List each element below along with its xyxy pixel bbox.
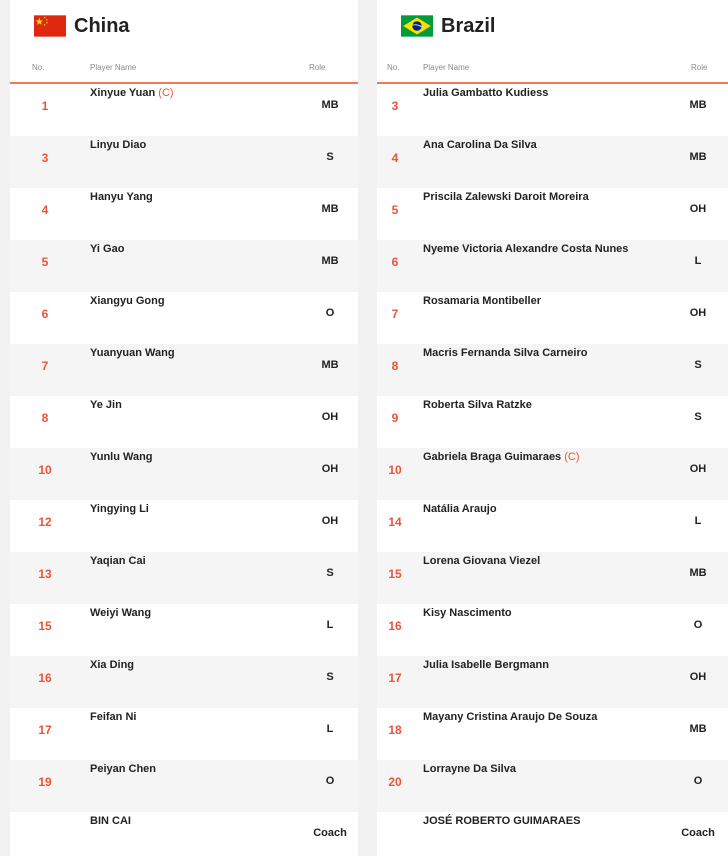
player-name [90,243,124,255]
captain-badge: (C) [158,87,174,99]
player-name-text: Ana Carolina Da Silva [423,139,537,151]
player-number: 15 [388,567,402,581]
roster-list [10,84,358,856]
player-number: 7 [41,359,49,373]
column-header-no: No. [387,62,400,72]
player-row [377,292,728,344]
player-row [10,292,358,344]
player-number: 19 [38,775,52,789]
player-role: OH [689,307,707,319]
player-role: S [694,359,702,371]
player-name [90,607,151,619]
player-name-text: Lorena Giovana Viezel [423,555,541,567]
team-name: Brazil [441,14,496,37]
player-role: L [694,515,702,527]
player-row [10,656,358,708]
player-row [10,708,358,760]
player-row [377,396,728,448]
player-name-text: Julia Isabelle Bergmann [423,659,549,671]
player-number: 8 [391,359,399,373]
player-row [377,708,728,760]
player-row [377,344,728,396]
coach-row [10,812,358,856]
player-number: 9 [391,411,399,425]
player-row [10,84,358,136]
player-number: 10 [388,463,402,477]
player-name [423,191,589,203]
player-number: 5 [41,255,49,269]
player-number: 1 [41,99,49,113]
column-header-name: Player Name [90,62,137,72]
player-role: L [326,723,334,735]
player-number: 3 [391,99,399,113]
player-name-text: Macris Fernanda Silva Carneiro [423,347,588,359]
player-name [423,139,537,151]
player-role: OH [321,411,339,423]
player-role: S [326,671,334,683]
player-name-text: Ye Jin [90,399,122,411]
player-name [423,607,512,619]
player-name [423,243,628,255]
player-name [90,139,146,151]
player-name-text: Linyu Diao [90,139,147,151]
player-name-text: Lorrayne Da Silva [423,763,516,775]
player-name [423,815,581,827]
player-name-text: Mayany Cristina Araujo De Souza [423,711,598,723]
player-role: MB [689,99,707,111]
player-row [377,500,728,552]
player-name-text: Gabriela Braga Guimaraes [423,451,562,463]
player-row [377,656,728,708]
player-row [10,240,358,292]
player-name-text: Nyeme Victoria Alexandre Costa Nunes [423,243,629,255]
player-name-text: Roberta Silva Ratzke [423,399,532,411]
column-header-role: Role [309,62,326,72]
player-row [10,136,358,188]
player-role: S [326,151,334,163]
player-role: MB [321,255,339,267]
column-header-name: Player Name [423,62,470,72]
player-role: S [694,411,702,423]
player-name-text: Xiangyu Gong [90,295,165,307]
player-name [423,87,548,99]
player-role: L [694,255,702,267]
player-name [90,555,146,567]
player-number: 3 [41,151,49,165]
player-name-text: Natália Araujo [423,503,497,515]
player-row [377,448,728,500]
player-role: OH [321,515,339,527]
player-number: 6 [41,307,49,321]
player-role: OH [321,463,339,475]
player-name [423,711,597,723]
player-number: 10 [38,463,52,477]
player-row [377,188,728,240]
player-name-text: Yuanyuan Wang [90,347,175,359]
player-name-text: Peiyan Chen [90,763,157,775]
player-row [377,760,728,812]
player-role: O [693,619,703,631]
player-name [90,711,136,723]
player-role: O [693,775,703,787]
player-number: 17 [38,723,52,737]
player-name [90,347,175,359]
player-role: OH [689,463,707,475]
player-name-text: Yaqian Cai [90,555,146,567]
player-name [423,555,540,567]
player-row [377,552,728,604]
player-number: 20 [388,775,402,789]
player-name [90,763,156,775]
player-name-text: Weiyi Wang [90,607,152,619]
player-role: O [325,307,335,319]
player-number: 4 [41,203,49,217]
player-name-text: Yunlu Wang [90,451,153,463]
player-number: 8 [41,411,49,425]
player-name-text: Xinyue Yuan [90,87,156,99]
player-row [10,396,358,448]
player-row [10,188,358,240]
player-row [10,448,358,500]
player-name-text: Priscila Zalewski Daroit Moreira [423,191,589,203]
player-name [90,295,165,307]
player-name [423,295,541,307]
player-row [377,604,728,656]
player-role: Coach [313,827,347,839]
player-name [90,503,149,515]
player-number: 15 [38,619,52,633]
player-name-text: Yingying Li [90,503,149,515]
player-name-text: Feifan Ni [90,711,137,723]
player-name-text: BIN CAI [90,815,131,827]
player-row [10,344,358,396]
brazil-flag-icon [401,15,433,37]
player-name [90,191,153,203]
player-number: 14 [388,515,402,529]
player-name-text: JOSÉ ROBERTO GUIMARAES [423,815,581,827]
player-name-text: Xia Ding [90,659,135,671]
player-row [10,500,358,552]
column-headers [377,52,728,84]
column-header-no: No. [32,62,45,72]
player-role: MB [321,99,339,111]
player-number: 13 [38,567,52,581]
player-number: 16 [38,671,52,685]
player-number: 4 [391,151,399,165]
column-header-role: Role [691,62,708,72]
player-role: L [326,619,334,631]
player-name-text: Hanyu Yang [90,191,153,203]
player-row [10,760,358,812]
player-number: 5 [391,203,399,217]
player-name [423,503,497,515]
player-role: MB [689,567,707,579]
player-number: 6 [391,255,399,269]
player-number: 7 [391,307,399,321]
player-role: O [325,775,335,787]
team-name: China [74,14,130,37]
player-role: MB [321,359,339,371]
player-role: MB [321,203,339,215]
player-number: 18 [388,723,402,737]
player-name [423,451,580,463]
china-flag-icon [34,15,66,37]
column-headers [10,52,358,84]
player-role: MB [689,151,707,163]
player-role: OH [689,203,707,215]
team-header [10,0,358,52]
player-row [377,84,728,136]
player-name [423,347,587,359]
player-name-text: Kisy Nascimento [423,607,512,619]
player-name-text: Julia Gambatto Kudiess [423,87,549,99]
player-role: MB [689,723,707,735]
player-row [377,240,728,292]
player-name [90,659,134,671]
player-name-text: Yi Gao [90,243,125,255]
player-row [377,136,728,188]
player-row [10,552,358,604]
player-number: 17 [388,671,402,685]
player-number: 16 [388,619,402,633]
team-panel-china [10,0,358,856]
player-role: S [326,567,334,579]
coach-row [377,812,728,856]
player-role: Coach [681,827,715,839]
player-name [423,399,532,411]
player-role: OH [689,671,707,683]
player-name [90,451,153,463]
player-name [423,763,516,775]
player-number: 12 [38,515,52,529]
player-row [10,604,358,656]
player-name-text: Rosamaria Montibeller [423,295,541,307]
player-name [90,815,131,827]
player-name [90,399,122,411]
captain-badge: (C) [564,451,580,463]
team-header [377,0,728,52]
roster-list [377,84,728,856]
team-panel-brazil [377,0,728,856]
player-name [423,659,549,671]
player-name [90,87,174,99]
